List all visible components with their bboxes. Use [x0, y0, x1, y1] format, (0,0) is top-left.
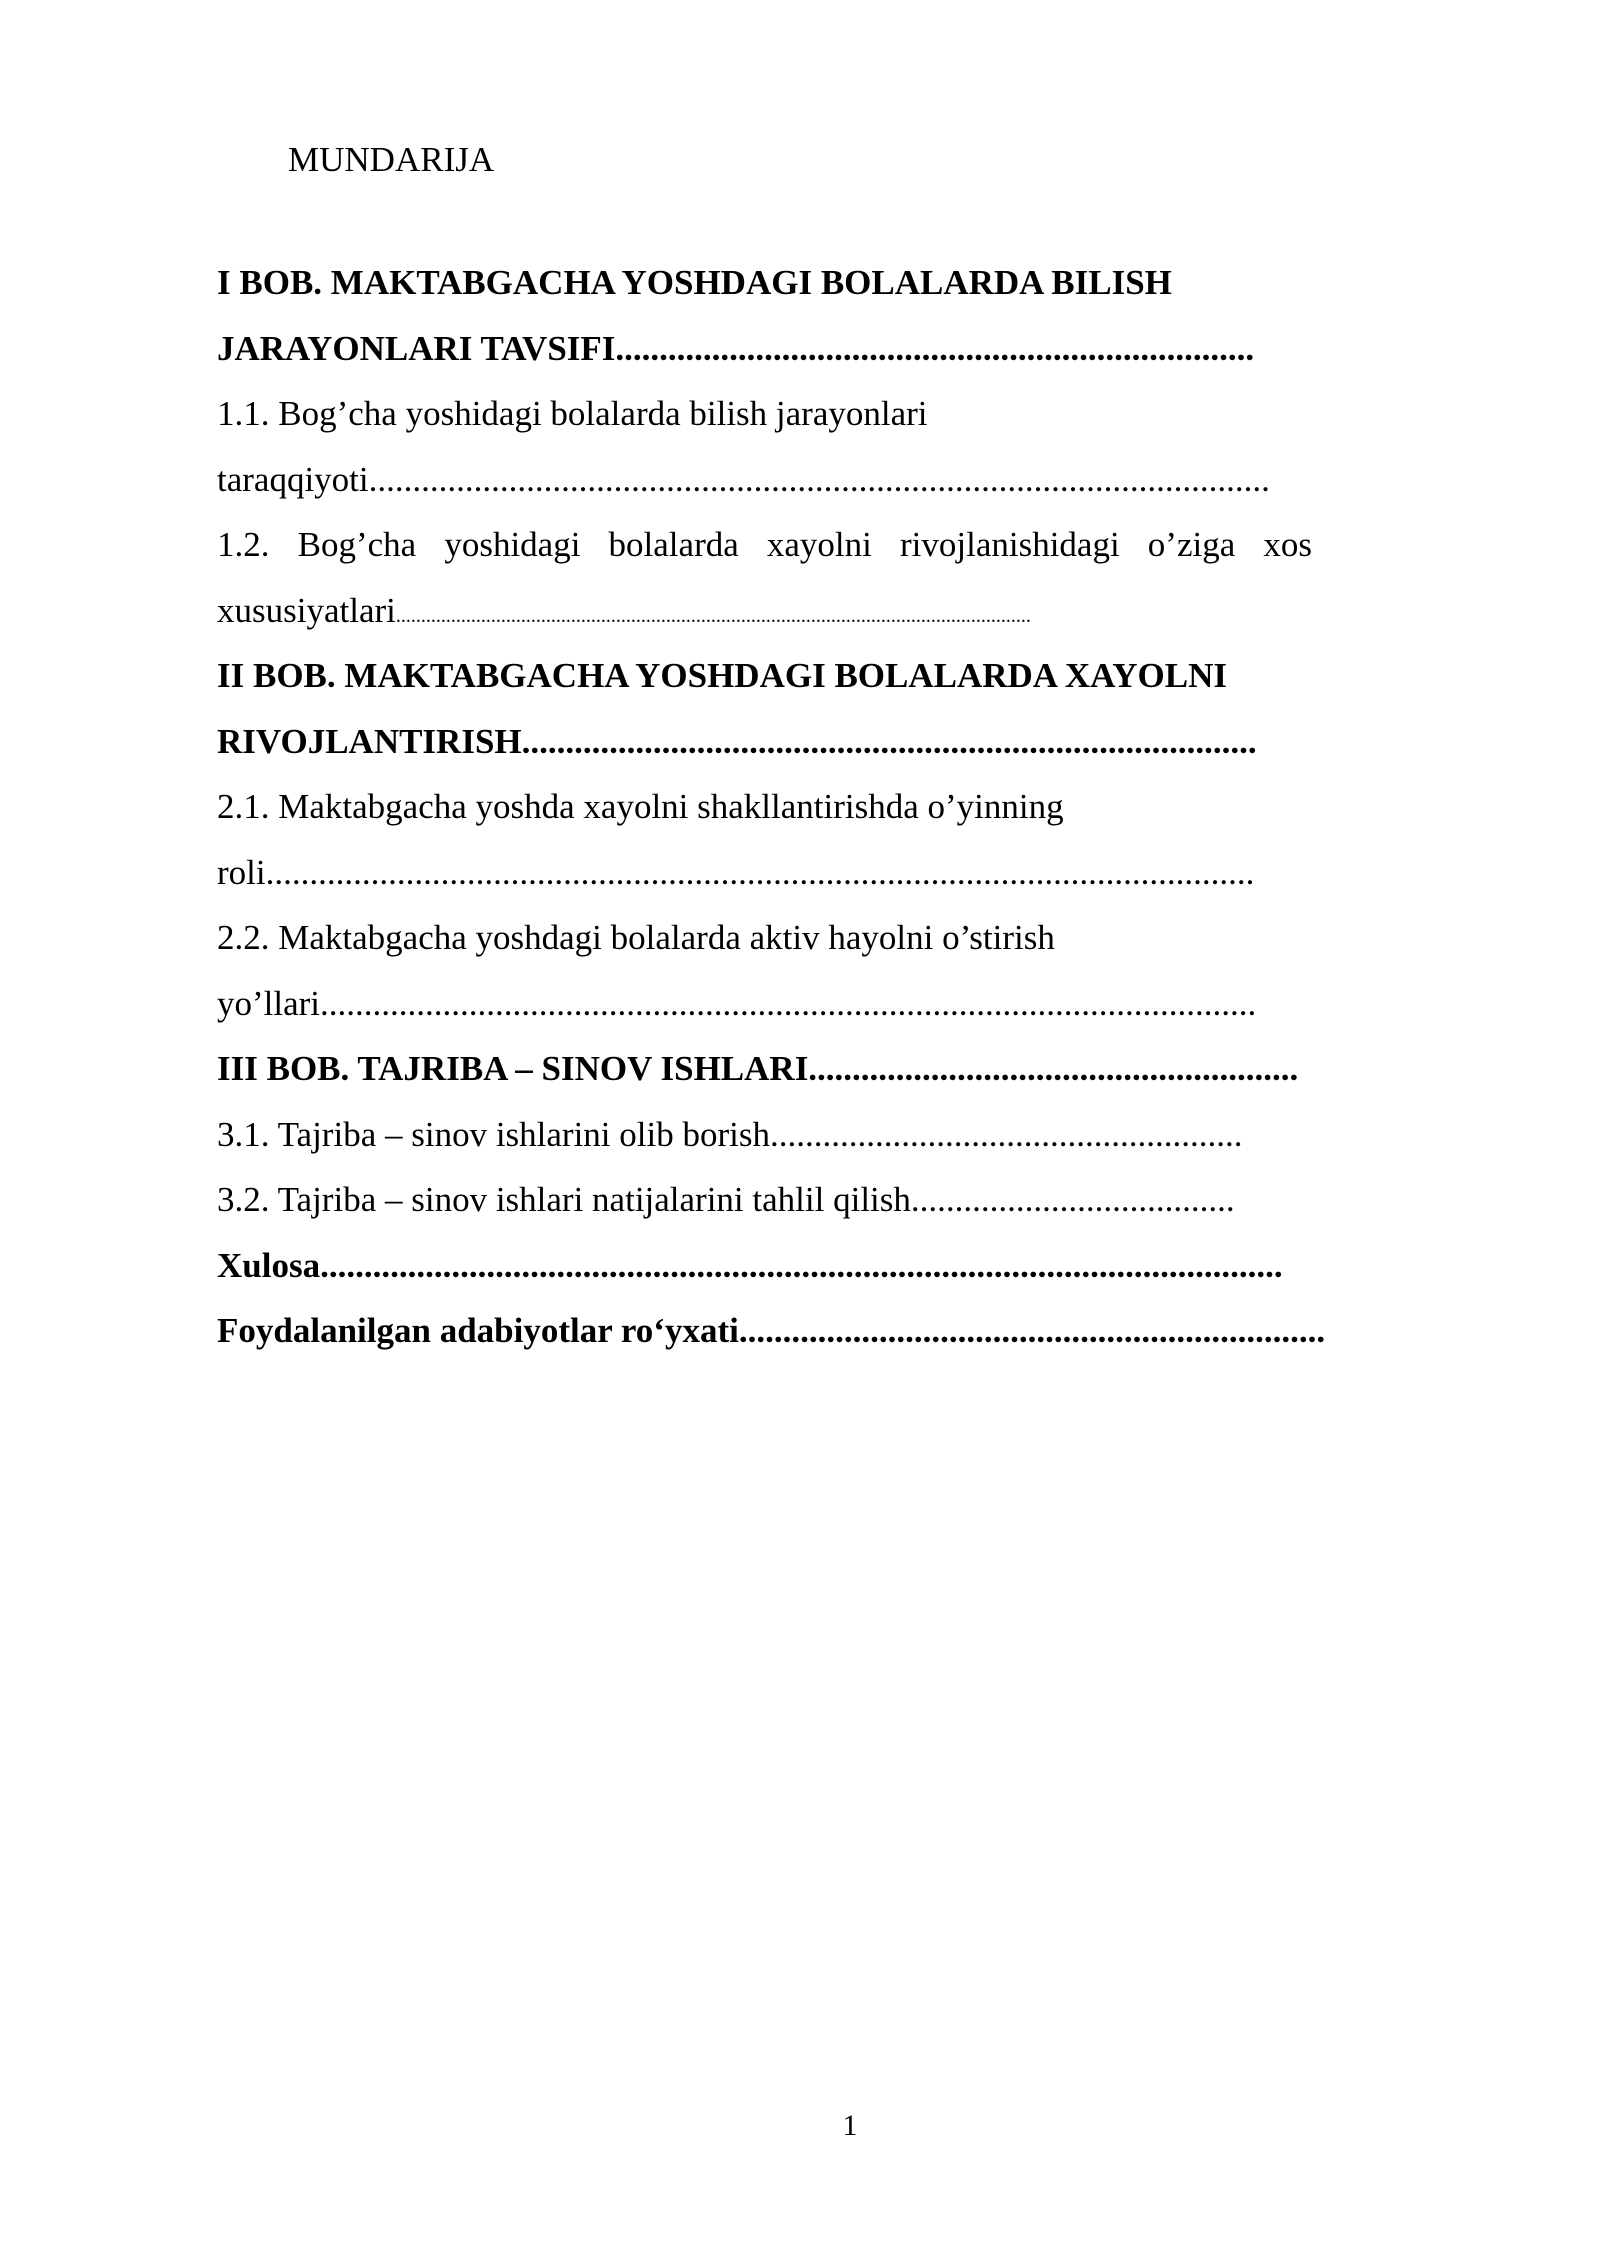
toc-section-2-1-line-2: roli.................................................................................................................: [217, 852, 1255, 892]
toc-chapter-2-line-1: II BOB. MAKTABGACHA YOSHDAGI BOLALARDA XAYOLNI: [217, 656, 1227, 695]
page-title: MUNDARIJA: [288, 140, 495, 179]
toc-conclusion: Xulosa..............................................................................................................: [217, 1245, 1283, 1285]
toc-section-1-2-line-2: [217, 578, 1447, 644]
toc-section-1-2-leader-dots: ...............................................................................................................................: [395, 604, 1031, 627]
toc-chapter-2-line-2: RIVOJLANTIRISH....................................................................................: [217, 721, 1257, 761]
toc-section-1-1-line-1: 1.1. Bog’cha yoshidagi bolalarda bilish jarayonlari: [217, 394, 928, 433]
toc-references: Foydalanilgan adabiyotlar ro‘yxati...................................................................: [217, 1311, 1326, 1350]
toc-section-2-2-line-2: yo’llari...........................................................................................................: [217, 983, 1257, 1023]
toc-section-3-2: 3.2. Tajriba – sinov ishlari natijalarini tahlil qilish.....................................: [217, 1180, 1235, 1219]
table-of-contents: [217, 250, 1447, 1364]
toc-section-3-1: 3.1. Tajriba – sinov ishlarini olib borish......................................................: [217, 1114, 1243, 1154]
toc-chapter-3: III BOB. TAJRIBA – SINOV ISHLARI........................................................: [217, 1049, 1299, 1088]
toc-section-2-2-line-1: 2.2. Maktabgacha yoshdagi bolalarda aktiv hayolni o’stirish: [217, 918, 1055, 957]
page-number: 1: [842, 2109, 858, 2142]
toc-chapter-1-line-1: I BOB. MAKTABGACHA YOSHDAGI BOLALARDA BILISH: [217, 263, 1172, 302]
toc-section-1-1-line-2: taraqqiyoti.......................................................................................................: [217, 459, 1270, 499]
toc-section-1-2-text: xususiyatlari: [217, 590, 396, 630]
toc-section-1-2-line-1: 1.2. Bog’cha yoshidagi bolalarda xayolni rivojlanishidagi o’ziga xos: [217, 525, 1312, 564]
toc-chapter-1-line-2: JARAYONLARI TAVSIFI.........................................................................: [217, 328, 1255, 368]
toc-section-2-1-line-1: 2.1. Maktabgacha yoshda xayolni shakllantirishda o’yinning: [217, 787, 1064, 826]
